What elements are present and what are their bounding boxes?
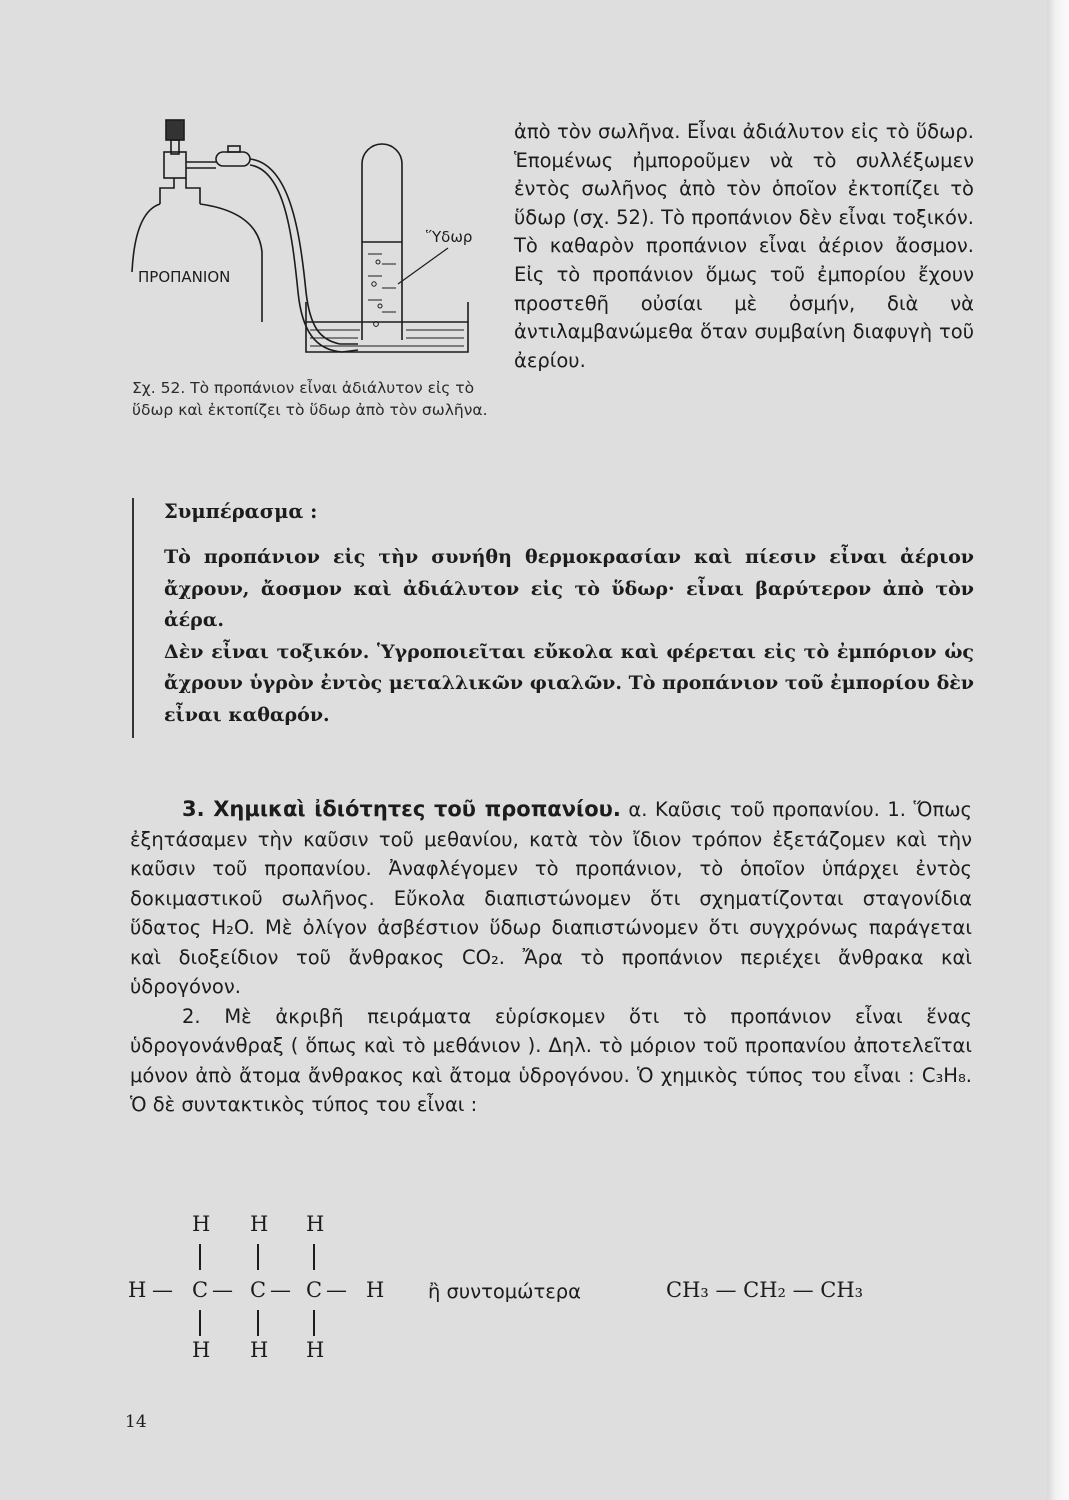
conclusion-body: [164, 542, 974, 731]
conclusion-paragraph-1: Τὸ προπάνιον εἰς τὴν συνήθη θερμοκρασίαν καὶ πίεσιν εἶναι ἀέριον ἄχρουν, ἄοσμον καὶ ἀδιάλυτον εἰς τὸ ὕδωρ· εἶναι βαρύτερον ἀπὸ τὸν ἀέρα.: [164, 546, 974, 631]
cylinder-label: ΠΡΟΠΑΝΙΟΝ: [138, 268, 231, 286]
right-column-text: [514, 118, 974, 375]
section-paragraph-1: [130, 795, 972, 1002]
water-formula: H₂O: [211, 916, 249, 939]
water-label: Ὕδωρ: [426, 228, 473, 246]
paragraph-1-text-b: . Μὲ ὀλίγον ἀσβέστιον ὕδωρ διαπιστώνομεν ὅτι συγχρόνως παράγεται καὶ διοξείδιον τοῦ ἄνθρακος: [130, 916, 972, 969]
atom-c: C: [250, 1278, 267, 1302]
bond-vertical: [257, 1310, 259, 1336]
bond-dash: —: [212, 1278, 233, 1302]
paragraph-2-text-b: . Ὁ δὲ συντακτικὸς τύπος του εἶναι :: [130, 1063, 972, 1116]
atom-c: C: [306, 1278, 323, 1302]
atom-h: H: [128, 1278, 147, 1302]
paragraph-2-text-a: 2. Μὲ ἀκριβῆ πειράματα εὑρίσκομεν ὅτι τὸ προπάνιον εἶναι ἕνας ὑδρογονάνθραξ ( ὅπως καὶ τὸ μεθάνιον ). Δηλ. τὸ μόριον τοῦ προπανίου ἀποτελεῖται μόνον ἀπὸ ἄτομα ἄνθρακος καὶ ἄτομα ὑδρογόνου. Ὁ χημικὸς τύπος του εἶναι :: [130, 1004, 972, 1087]
bond-vertical: [313, 1310, 315, 1336]
bond-vertical: [199, 1310, 201, 1336]
conclusion-block: [132, 498, 974, 738]
atom-h: H: [366, 1278, 385, 1302]
atom-h: H: [250, 1338, 269, 1362]
bond-dash: —: [326, 1278, 347, 1302]
bond-vertical: [199, 1244, 201, 1270]
figure-52: [130, 112, 500, 372]
alternative-text: ἢ συντομώτερα: [428, 1280, 582, 1303]
page-edge: [1047, 0, 1069, 1500]
condensed-formula: CH₃ — CH₂ — CH₃: [666, 1278, 864, 1302]
page-number: 14: [125, 1412, 147, 1432]
section-chemical-properties: [130, 795, 972, 1120]
bond-dash: —: [270, 1278, 291, 1302]
atom-h: H: [192, 1338, 211, 1362]
figure-caption: Σχ. 52. Τὸ προπάνιον εἶναι ἀδιάλυτον εἰς τὸ ὕδωρ καὶ ἐκτοπίζει τὸ ὕδωρ ἀπὸ τὸν σωλῆνα.: [132, 379, 488, 419]
propane-collection-apparatus: [130, 112, 500, 372]
conclusion-heading: Συμπέρασμα :: [164, 500, 318, 523]
chemical-formula: C₃H₈: [921, 1063, 966, 1087]
section-title: 3. Χημικαὶ ἰδιότητες τοῦ προπανίου.: [182, 797, 621, 821]
section-paragraph-2: [130, 1002, 972, 1120]
paragraph-1-text-c: . Ἄρα τὸ προπάνιον περιέχει ἄνθρακα καὶ ὑδρογόνον.: [130, 945, 972, 998]
atom-c: C: [192, 1278, 209, 1302]
right-paragraph: ἀπὸ τὸν σωλῆνα. Εἶναι ἀδιάλυτον εἰς τὸ ὕδωρ. Ἑπομένως ἠμποροῦμεν νὰ τὸ συλλέξωμεν ἐντὸς σωλῆνος ἀπὸ τὸν ὁποῖον ἐκτοπίζει τὸ ὕδωρ (σχ. 52). Τὸ προπάνιον δὲν εἶναι τοξικόν. Τὸ καθαρὸν προπάνιον εἶναι ἀέριον ἄοσμον. Εἰς τὸ προπάνιον ὅμως τοῦ ἐμπορίου ἔχουν προστεθῆ οὐσίαι μὲ ὀσμήν, διὰ νὰ ἀντιλαμβανώμεθα ὅταν συμβαίνη διαφυγὴ τοῦ ἀερίου.: [514, 120, 974, 372]
bond-dash: —: [152, 1278, 173, 1302]
structural-formula: [128, 1212, 968, 1372]
atom-h: H: [306, 1338, 325, 1362]
atom-h: H: [250, 1212, 269, 1236]
bond-vertical: [257, 1244, 259, 1270]
atom-h: H: [192, 1212, 211, 1236]
co2-formula: CO₂: [462, 945, 499, 969]
bond-vertical: [313, 1244, 315, 1270]
paragraph-1-text-a: α. Καῦσις τοῦ προπανίου. 1. Ὅπως ἐξητάσαμεν τὴν καῦσιν τοῦ μεθανίου, κατὰ τὸν ἴδιον τρόπον ἐξετάζομεν καὶ τὴν καῦσιν τοῦ προπανίου. Ἀναφλέγομεν τὸ προπάνιον, τὸ ὁποῖον ὑπάρχει ἐντὸς δοκιμαστικοῦ σωλῆνος. Εὔκολα διαπιστώνομεν ὅτι σχηματίζονται σταγονίδια ὕδατος: [130, 798, 972, 939]
conclusion-paragraph-2: Δὲν εἶναι τοξικόν. Ὑγροποιεῖται εὔκολα καὶ φέρεται εἰς τὸ ἐμπόριον ὡς ἄχρουν ὑγρὸν ἐντὸς μεταλλικῶν φιαλῶν. Τὸ προπάνιον τοῦ ἐμπορίου δὲν εἶναι καθαρόν.: [164, 640, 974, 726]
atom-h: H: [306, 1212, 325, 1236]
